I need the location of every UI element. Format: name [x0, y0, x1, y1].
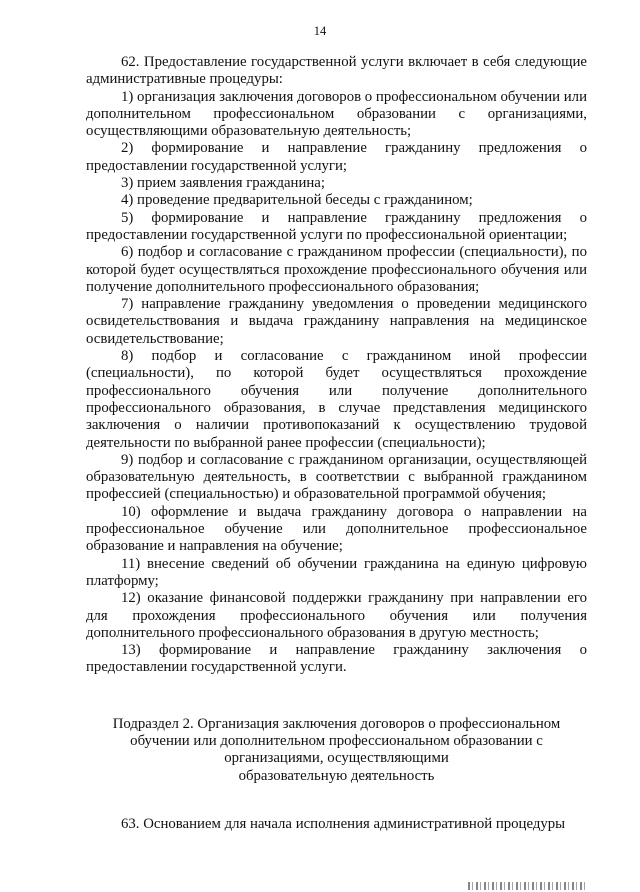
heading-line-3: организациями, осуществляющими — [224, 750, 449, 767]
list-item-1: 1) организация заключения договоров о профессиональном обучении или дополнительном профессиональном образовании с организациями, осуществляющими образовательную деятельность; — [86, 88, 587, 140]
paragraph-63: 63. Основанием для начала исполнения административной процедуры — [121, 815, 566, 832]
scan-artifact — [468, 882, 588, 890]
heading-line-2: обучении или дополнительном профессиональном образовании с — [130, 732, 543, 749]
heading-line-1: Подраздел 2. Организация заключения договоров о профессиональном — [112, 715, 561, 732]
list-item-5: 5) формирование и направление гражданину предложения о предоставлении государственной услуги по профессиональной ориентации; — [86, 209, 587, 243]
page-number: 14 — [313, 24, 327, 38]
list-item-12: 12) оказание финансовой поддержки гражданину при направлении его для прохождения профессионального обучения или получения дополнительного профессионального образования в другую местность; — [86, 590, 587, 641]
paragraph-62-intro: 62. Предоставление государственной услуги включает в себя следующие административные процедуры: — [86, 54, 587, 88]
subsection-heading — [86, 716, 587, 785]
list-item-2: 2) формирование и направление гражданину предложения о предоставлении государственной услуги; — [86, 140, 587, 174]
document-body — [86, 54, 587, 833]
list-item-7: 7) направление гражданину уведомления о проведении медицинского освидетельствования и выдача гражданину направления на медицинское освидетельствование; — [86, 296, 587, 347]
list-item-3: 3) прием заявления гражданина; — [121, 175, 325, 192]
list-item-11: 11) внесение сведений об обучении гражданина на единую цифровую платформу; — [86, 555, 587, 589]
heading-line-4: образовательную деятельность — [238, 767, 435, 784]
list-item-4: 4) проведение предварительной беседы с гражданином; — [121, 192, 473, 209]
list-item-10: 10) оформление и выдача гражданину договора о направлении на профессиональное обучение или дополнительное профессиональное образование и направления на обучение; — [86, 503, 587, 555]
list-item-8: 8) подбор и согласование с гражданином иной профессии (специальности), по которой будет осуществляться прохождение профессионального обучения или получение дополнительного профессионального образования, в случае представления медицинского заключения о наличии противопоказаний к осуществлению трудовой деятельности по выбранной ранее профессии (специальности); — [86, 348, 587, 451]
list-item-9: 9) подбор и согласование с гражданином организации, осуществляющей образовательную деятельность, в соответствии с выбранной гражданином профессией (специальностью) и образовательной программой обучения; — [86, 451, 587, 503]
list-item-6: 6) подбор и согласование с гражданином профессии (специальности), по которой будет осуществляться прохождение профессионального обучения или получение дополнительного профессионального образования; — [86, 244, 587, 295]
list-item-13: 13) формирование и направление гражданину заключения о предоставлении государственной услуги. — [86, 642, 587, 676]
